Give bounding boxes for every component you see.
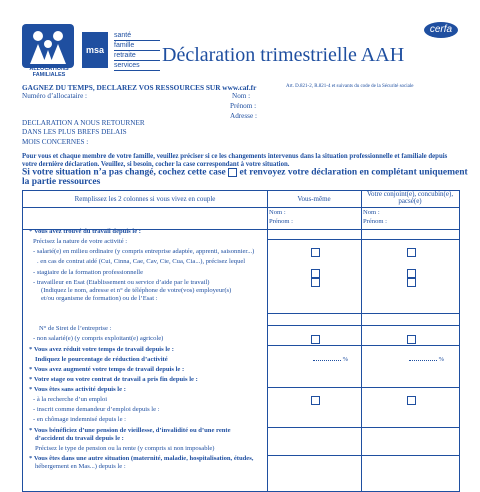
table-row: Précisez la nature de votre activité : xyxy=(33,238,128,245)
self-non-salarie-checkbox[interactable] xyxy=(311,335,320,344)
self-prenom-label: Prénom : xyxy=(269,218,293,225)
table-row: Précisez le type de pension ou la rente (y compris si non imposable) xyxy=(35,445,215,452)
table-row: * Vous êtes dans une autre situation (maternité, maladie, hospitalisation, études, xyxy=(29,455,254,462)
table-row: - non salarié(e) (y compris exploitant(e) agricole) xyxy=(33,335,164,342)
situation-table xyxy=(22,190,460,492)
table-row: - en chômage indemnisé depuis le : xyxy=(33,416,127,423)
table-row: - inscrit comme demandeur d’emploi depuis le : xyxy=(33,406,160,413)
partner-recherche-checkbox[interactable] xyxy=(407,396,416,405)
msa-tagline xyxy=(114,31,160,71)
partner-prenom-label: Prénom : xyxy=(363,218,387,225)
adresse-label: Adresse : xyxy=(230,112,257,120)
percent-sign: % xyxy=(342,356,349,363)
self-esat-checkbox[interactable] xyxy=(311,278,320,287)
table-row: . en cas de contrat aidé (Cui, Cinna, Cae, Cav, Cie, Cua, Cia...), précisez lequel xyxy=(37,258,246,265)
msa-line: retraite xyxy=(114,51,160,61)
table-row: - à la recherche d’un emploi xyxy=(33,396,108,403)
msa-line: famille xyxy=(114,41,160,51)
msa-logo: msa xyxy=(82,32,108,68)
page-title: Déclaration trimestrielle AAH xyxy=(162,44,405,66)
table-row: * Vous êtes sans activité depuis le : xyxy=(29,386,126,393)
unchanged-checkbox[interactable] xyxy=(228,168,237,177)
msa-line: santé xyxy=(114,31,160,41)
table-row: * Vous avez réduit votre temps de travail depuis le : xyxy=(29,346,174,353)
table-row: et/ou organisme de formation) ou de l’Esat : xyxy=(41,295,158,302)
return-line-1: DECLARATION A NOUS RETOURNER xyxy=(22,119,145,127)
self-stagiaire-checkbox[interactable] xyxy=(311,269,320,278)
percent-sign: % xyxy=(438,356,445,363)
numero-label: Numéro d’allocataire : xyxy=(22,92,88,100)
self-percent-field[interactable] xyxy=(313,356,348,364)
col-header-situation: Remplissez les 2 colonnes si vous vivez en couple xyxy=(74,195,216,203)
table-row: (Indiquez le nom, adresse et n° de téléphone de votre(vos) employeur(s) xyxy=(41,287,232,294)
table-row: N° de Siret de l’entreprise : xyxy=(39,325,112,332)
table-row: - travailleur en Esat (Etablissement ou service d’aide par le travail) xyxy=(33,279,210,286)
legal-reference: Art. D.821-2, R.821-4 et suivants du code de la Sécurité sociale xyxy=(286,84,414,89)
partner-nom-label: Nom : xyxy=(363,209,380,216)
partner-salarie-checkbox[interactable] xyxy=(407,248,416,257)
table-row: hébergement en Mas...) depuis le : xyxy=(35,463,126,470)
msa-line: services xyxy=(114,61,160,71)
table-row: * Vous avez trouvé du travail depuis le : xyxy=(29,228,141,235)
partner-percent-field[interactable] xyxy=(409,356,444,364)
partner-esat-checkbox[interactable] xyxy=(407,278,416,287)
table-row: Indiquez le pourcentage de réduction d’activité xyxy=(35,356,168,363)
self-recherche-checkbox[interactable] xyxy=(311,396,320,405)
prenom-label: Prénom : xyxy=(230,102,257,110)
col-header-self: Vous-même xyxy=(297,195,331,203)
partner-stagiaire-checkbox[interactable] xyxy=(407,269,416,278)
caf-logo-text: ALLOCATIONS FAMILIALES xyxy=(29,66,69,78)
instructions-text: Pour vous et chaque membre de votre famille, veuillez préciser si ce les changements intervenus dans la situation professionnelle et familiale depuis votre dernière déclaration. Veuillez, si besoin, cocher la case correspondant à votre situation. xyxy=(22,153,448,168)
cerfa-logo: cerfa xyxy=(424,22,458,38)
family-icon xyxy=(22,24,74,68)
gain-time-text: GAGNEZ DU TEMPS, DECLAREZ VOS RESSOURCES SUR www.caf.fr xyxy=(22,83,257,92)
self-salarie-checkbox[interactable] xyxy=(311,248,320,257)
mois-label: MOIS CONCERNES : xyxy=(22,138,89,146)
nom-label: Nom : xyxy=(232,92,251,100)
return-line-2: DANS LES PLUS BREFS DELAIS xyxy=(22,128,127,136)
table-row: * Vous bénéficiez d’une pension de vieillesse, d’invalidité ou d’une rente xyxy=(29,427,231,434)
table-row: d’accident du travail depuis le : xyxy=(35,435,124,442)
unchanged-text-1: Si votre situation n’a pas changé, cochez cette case xyxy=(22,167,226,178)
self-nom-label: Nom : xyxy=(269,209,286,216)
table-row: * Vous avez augmenté votre temps de travail depuis le : xyxy=(29,366,185,373)
table-row: - salarié(e) en milieu ordinaire (y compris entreprise adaptée, apprenti, saisonnier...) xyxy=(33,248,255,255)
table-row: * Votre stage ou votre contrat de travail a pris fin depuis le : xyxy=(29,376,198,383)
col-header-partner: Votre conjoint(e), concubin(e), pacsé(e) xyxy=(366,190,454,205)
table-row: - stagiaire de la formation professionnelle xyxy=(33,269,144,276)
caf-logo xyxy=(22,24,74,68)
unchanged-text-2: et renvoyez votre déclaration en complétant uniquement la partie ressources xyxy=(22,167,468,188)
partner-non-salarie-checkbox[interactable] xyxy=(407,335,416,344)
unchanged-instruction xyxy=(22,168,472,188)
